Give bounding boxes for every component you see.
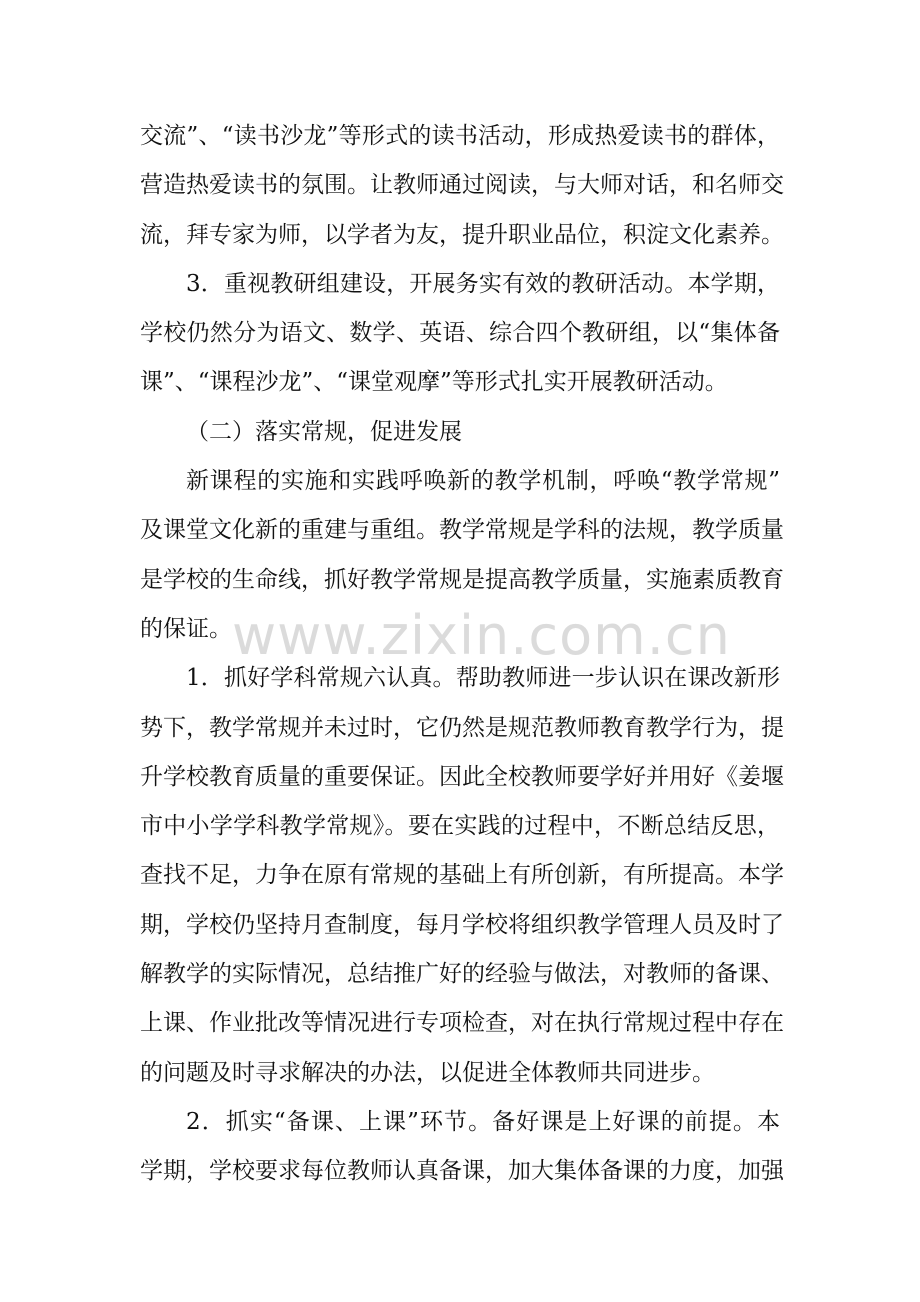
text-line: 升学校教育质量的重要保证。因此全校教师要学好并用好《姜堰	[140, 763, 784, 790]
section-heading: （二）落实常规，促进发展	[186, 418, 462, 445]
text-line: 市中小学学科教学常规》。要在实践的过程中，不断总结反思，	[140, 813, 780, 840]
text-line: 查找不足，力争在原有常规的基础上有所创新，有所提高。本学	[140, 862, 784, 889]
text-line: 学期，学校要求每位教师认真备课，加大集体备课的力度，加强	[140, 1158, 784, 1185]
text-line: 3．重视教研组建设，开展务实有效的教研活动。本学期，	[186, 270, 780, 297]
text-line: 营造热爱读书的氛围。让教师通过阅读，与大师对话，和名师交	[140, 172, 784, 199]
text-line: 上课、作业批改等情况进行专项检查，对在执行常规过程中存在	[140, 1010, 784, 1037]
text-line: 期，学校仍坚持月查制度，每月学校将组织教学管理人员及时了	[140, 911, 784, 938]
text-line: 新课程的实施和实践呼唤新的教学机制，呼唤“教学常规”	[186, 468, 780, 495]
text-line: 解教学的实际情况，总结推广好的经验与做法，对教师的备课、	[140, 961, 784, 988]
text-line: 交流”、“读书沙龙”等形式的读书活动，形成热爱读书的群体，	[140, 123, 780, 149]
text-line: 的保证。	[140, 615, 232, 642]
text-line: 2．抓实“备课、上课”环节。备好课是上好课的前提。本	[186, 1108, 780, 1135]
text-line: 1．抓好学科常规六认真。帮助教师进一步认识在课改新形	[186, 665, 780, 692]
text-line: 流，拜专家为师，以学者为友，提升职业品位，积淀文化素养。	[140, 221, 784, 248]
text-line: 是学校的生命线，抓好教学常规是提高教学质量，实施素质教育	[140, 566, 784, 593]
text-line: 学校仍然分为语文、数学、英语、综合四个教研组，以“集体备	[140, 320, 780, 347]
text-line: 的问题及时寻求解决的办法，以促进全体教师共同进步。	[140, 1059, 715, 1086]
text-line: 及课堂文化新的重建与重组。教学常规是学科的法规，教学质量	[140, 517, 784, 544]
text-line: 课”、“课程沙龙”、“课堂观摩”等形式扎实开展教研活动。	[140, 369, 728, 396]
text-line: 势下，教学常规并未过时，它仍然是规范教师教育教学行为，提	[140, 714, 784, 741]
watermark: www.zixin.com.cn	[232, 604, 731, 667]
